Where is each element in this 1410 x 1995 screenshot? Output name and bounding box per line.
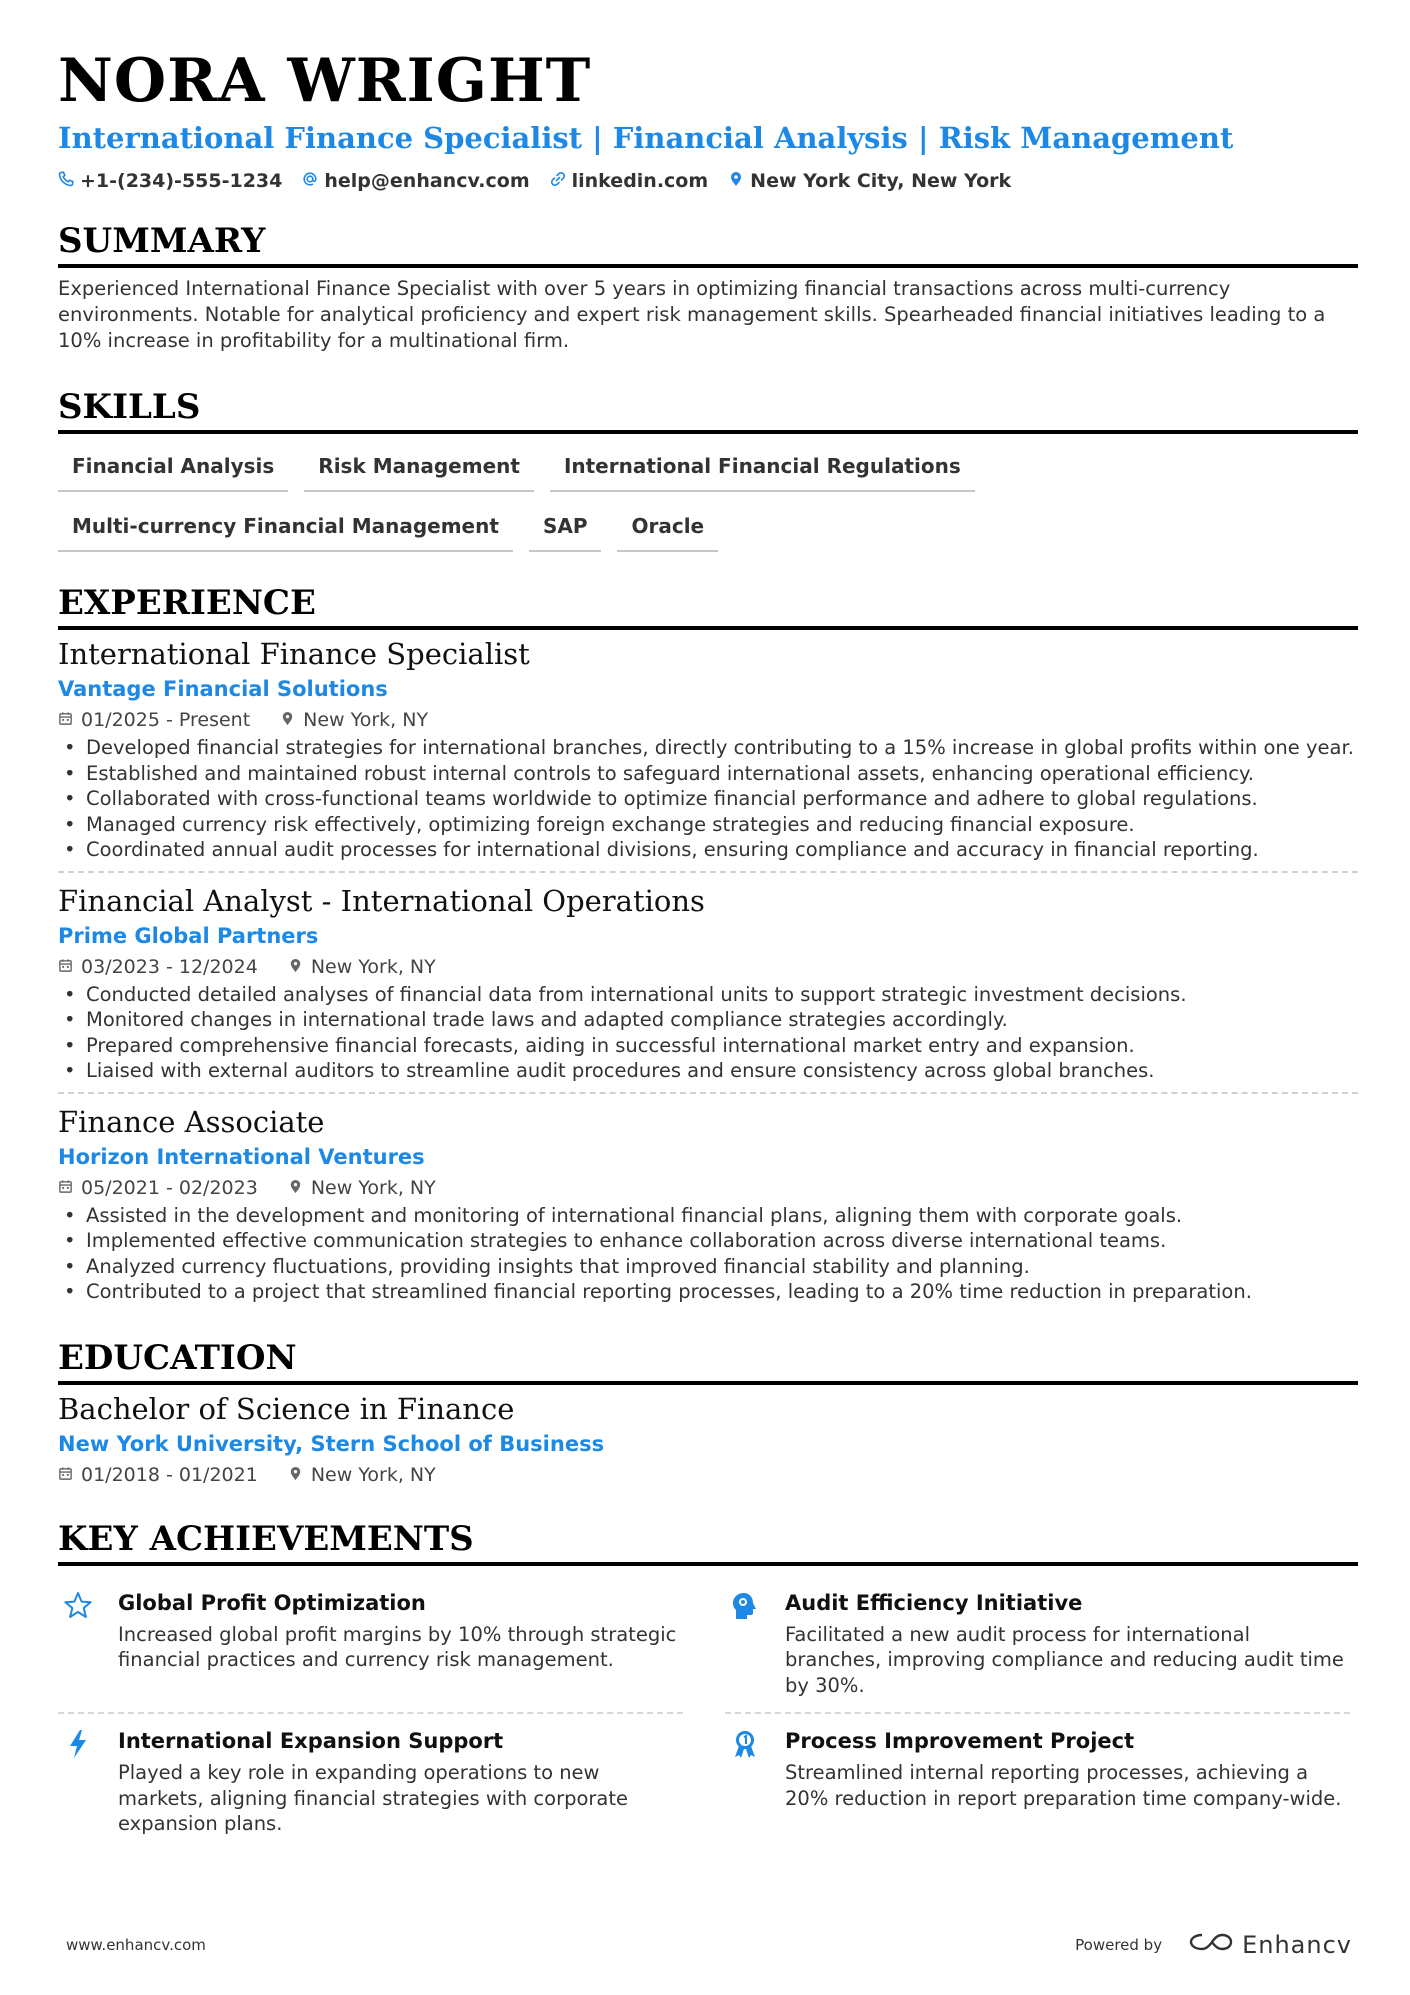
bullet-item: • Implemented effective communication strategies to enhance collaboration across diverse international teams. bbox=[58, 1228, 1358, 1254]
achievement-desc: Played a key role in expanding operations to new markets, aligning financial strategies with corporate expansion plans. bbox=[118, 1761, 629, 1835]
calendar-icon bbox=[58, 1462, 73, 1488]
job-title: Finance Associate bbox=[58, 1104, 325, 1139]
job-dates: 05/2021 - 02/2023 bbox=[58, 1175, 258, 1201]
experience-title: EXPERIENCE bbox=[58, 582, 1358, 630]
school-name: New York University, Stern School of Business bbox=[58, 1431, 605, 1456]
bullet-item: • Collaborated with cross-functional teams worldwide to optimize financial performance and adhere to global regulations. bbox=[58, 786, 1358, 812]
contact-location bbox=[728, 170, 1011, 192]
bullet-item: • Contributed to a project that streamlined financial reporting processes, leading to a 20% time reduction in preparation. bbox=[58, 1279, 1358, 1305]
company-name: Horizon International Ventures bbox=[58, 1144, 425, 1169]
skill-tag: Multi-currency Financial Management bbox=[58, 508, 513, 552]
job-dates: 03/2023 - 12/2024 bbox=[58, 954, 258, 980]
powered-by bbox=[1075, 1930, 1352, 1960]
location-pin-icon bbox=[288, 1175, 303, 1201]
page-footer bbox=[66, 1930, 1352, 1960]
education-section bbox=[58, 1337, 1358, 1496]
resume-page bbox=[58, 46, 1358, 1851]
skill-tag: Financial Analysis bbox=[58, 448, 288, 492]
skill-tag: Oracle bbox=[617, 508, 718, 552]
location-pin-icon bbox=[288, 1462, 303, 1488]
education-dates: 01/2018 - 01/2021 bbox=[58, 1462, 258, 1488]
brand-name: Enhancv bbox=[1242, 1931, 1352, 1959]
job-location: New York, NY bbox=[288, 954, 436, 980]
job-location: New York, NY bbox=[288, 1175, 436, 1201]
achievements-section bbox=[58, 1518, 1358, 1851]
achievement-title: Global Profit Optimization bbox=[118, 1590, 426, 1615]
phone-icon bbox=[58, 170, 74, 192]
job-bullets bbox=[58, 735, 1358, 863]
bullet-item: • Managed currency risk effectively, optimizing foreign exchange strategies and reducing financial exposure. bbox=[58, 812, 1358, 838]
summary-title: SUMMARY bbox=[58, 220, 1358, 268]
footer-website-link[interactable]: www.enhancv.com bbox=[66, 1936, 206, 1954]
job-entry bbox=[58, 871, 1358, 1092]
education-meta bbox=[58, 1462, 1358, 1488]
bullet-item: • Developed financial strategies for international branches, directly contributing to a 15% increase in global profits within one year. bbox=[58, 735, 1358, 761]
contact-phone[interactable] bbox=[58, 170, 282, 192]
location-pin-icon bbox=[728, 170, 744, 192]
phone-text: +1-(234)-555-1234 bbox=[80, 170, 283, 192]
skill-tag: Risk Management bbox=[304, 448, 534, 492]
enhancv-logo-icon bbox=[1188, 1930, 1234, 1960]
achievement-item bbox=[725, 1714, 1350, 1851]
achievement-title: International Expansion Support bbox=[118, 1729, 504, 1753]
contact-email[interactable] bbox=[302, 170, 529, 192]
education-location: New York, NY bbox=[288, 1462, 436, 1488]
company-name: Vantage Financial Solutions bbox=[58, 677, 388, 701]
company-name: Prime Global Partners bbox=[58, 923, 319, 948]
summary-section bbox=[58, 220, 1358, 354]
calendar-icon bbox=[58, 1175, 73, 1201]
skill-tag: International Financial Regulations bbox=[550, 448, 975, 492]
at-icon bbox=[302, 170, 318, 192]
job-meta bbox=[58, 954, 1358, 980]
location-text: New York City, New York bbox=[750, 170, 1012, 192]
linkedin-text: linkedin.com bbox=[571, 170, 709, 192]
skills-title: SKILLS bbox=[58, 386, 1358, 434]
skills-list bbox=[58, 448, 1058, 552]
experience-section bbox=[58, 582, 1358, 1313]
headline: International Finance Specialist | Financial Analysis | Risk Management bbox=[58, 121, 1234, 155]
job-location: New York, NY bbox=[280, 707, 428, 733]
achievement-item bbox=[725, 1576, 1350, 1715]
achievement-desc: Increased global profit margins by 10% through strategic financial practices and currency risk management. bbox=[118, 1622, 677, 1671]
star-icon bbox=[58, 1588, 98, 1699]
resume-header bbox=[58, 46, 1358, 192]
location-pin-icon bbox=[280, 707, 295, 733]
bullet-item: • Established and maintained robust internal controls to safeguard international assets, enhancing operational efficiency. bbox=[58, 761, 1358, 787]
achievements-title: KEY ACHIEVEMENTS bbox=[58, 1518, 1358, 1566]
degree: Bachelor of Science in Finance bbox=[58, 1391, 515, 1426]
education-title: EDUCATION bbox=[58, 1337, 1358, 1385]
bullet-item: • Coordinated annual audit processes for international divisions, ensuring compliance and accuracy in financial reporting. bbox=[58, 837, 1358, 863]
calendar-icon bbox=[58, 954, 73, 980]
link-icon bbox=[550, 170, 566, 192]
calendar-icon bbox=[58, 707, 73, 733]
job-meta bbox=[58, 1175, 1358, 1201]
lightning-icon bbox=[58, 1726, 98, 1837]
job-entry bbox=[58, 1092, 1358, 1313]
achievement-desc: Streamlined internal reporting processes, achieving a 20% reduction in report preparation time company-wide. bbox=[785, 1761, 1342, 1810]
achievement-item bbox=[58, 1576, 683, 1715]
job-meta bbox=[58, 707, 1358, 733]
job-entry bbox=[58, 634, 1358, 871]
award-medal-icon bbox=[725, 1726, 765, 1837]
achievement-title: Audit Efficiency Initiative bbox=[785, 1590, 1083, 1615]
candidate-name: NORA WRIGHT bbox=[58, 46, 592, 116]
enhancv-logo[interactable] bbox=[1188, 1930, 1352, 1960]
skills-section bbox=[58, 386, 1358, 552]
job-title: Financial Analyst - International Operations bbox=[58, 883, 705, 918]
achievement-item bbox=[58, 1714, 683, 1851]
contact-row bbox=[58, 170, 1358, 192]
job-dates: 01/2025 - Present bbox=[58, 707, 250, 733]
education-entry bbox=[58, 1389, 1358, 1496]
bullet-item: • Monitored changes in international trade laws and adapted compliance strategies accordingly. bbox=[58, 1007, 1358, 1033]
contact-linkedin[interactable] bbox=[550, 170, 709, 192]
job-bullets bbox=[58, 1203, 1358, 1305]
bullet-item: • Liaised with external auditors to streamline audit procedures and ensure consistency across global branches. bbox=[58, 1058, 1358, 1084]
achievement-title: Process Improvement Project bbox=[785, 1729, 1135, 1753]
job-title: International Finance Specialist bbox=[58, 637, 530, 671]
achievements-grid bbox=[58, 1576, 1358, 1851]
achievement-desc: Facilitated a new audit process for international branches, improving compliance and reducing audit time by 30%. bbox=[785, 1622, 1344, 1697]
bullet-item: • Prepared comprehensive financial forecasts, aiding in successful international market entry and expansion. bbox=[58, 1033, 1358, 1059]
email-text: help@enhancv.com bbox=[324, 170, 530, 192]
job-bullets bbox=[58, 982, 1358, 1084]
bullet-item: • Analyzed currency fluctuations, providing insights that improved financial stability and planning. bbox=[58, 1254, 1358, 1280]
bullet-item: • Conducted detailed analyses of financial data from international units to support strategic investment decisions. bbox=[58, 982, 1358, 1008]
summary-text: Experienced International Finance Specialist with over 5 years in optimizing financial transactions across multi-currency environments. Notable for analytical proficiency and expert risk management skills. Spearheaded financial initiatives leading to a 10% increase in profitability for a multinational firm. bbox=[58, 277, 1326, 352]
bullet-item: • Assisted in the development and monitoring of international financial plans, aligning them with corporate goals. bbox=[58, 1203, 1358, 1229]
location-pin-icon bbox=[288, 954, 303, 980]
powered-by-label: Powered by bbox=[1075, 1936, 1163, 1954]
brain-head-icon bbox=[725, 1588, 765, 1699]
skill-tag: SAP bbox=[529, 508, 602, 552]
